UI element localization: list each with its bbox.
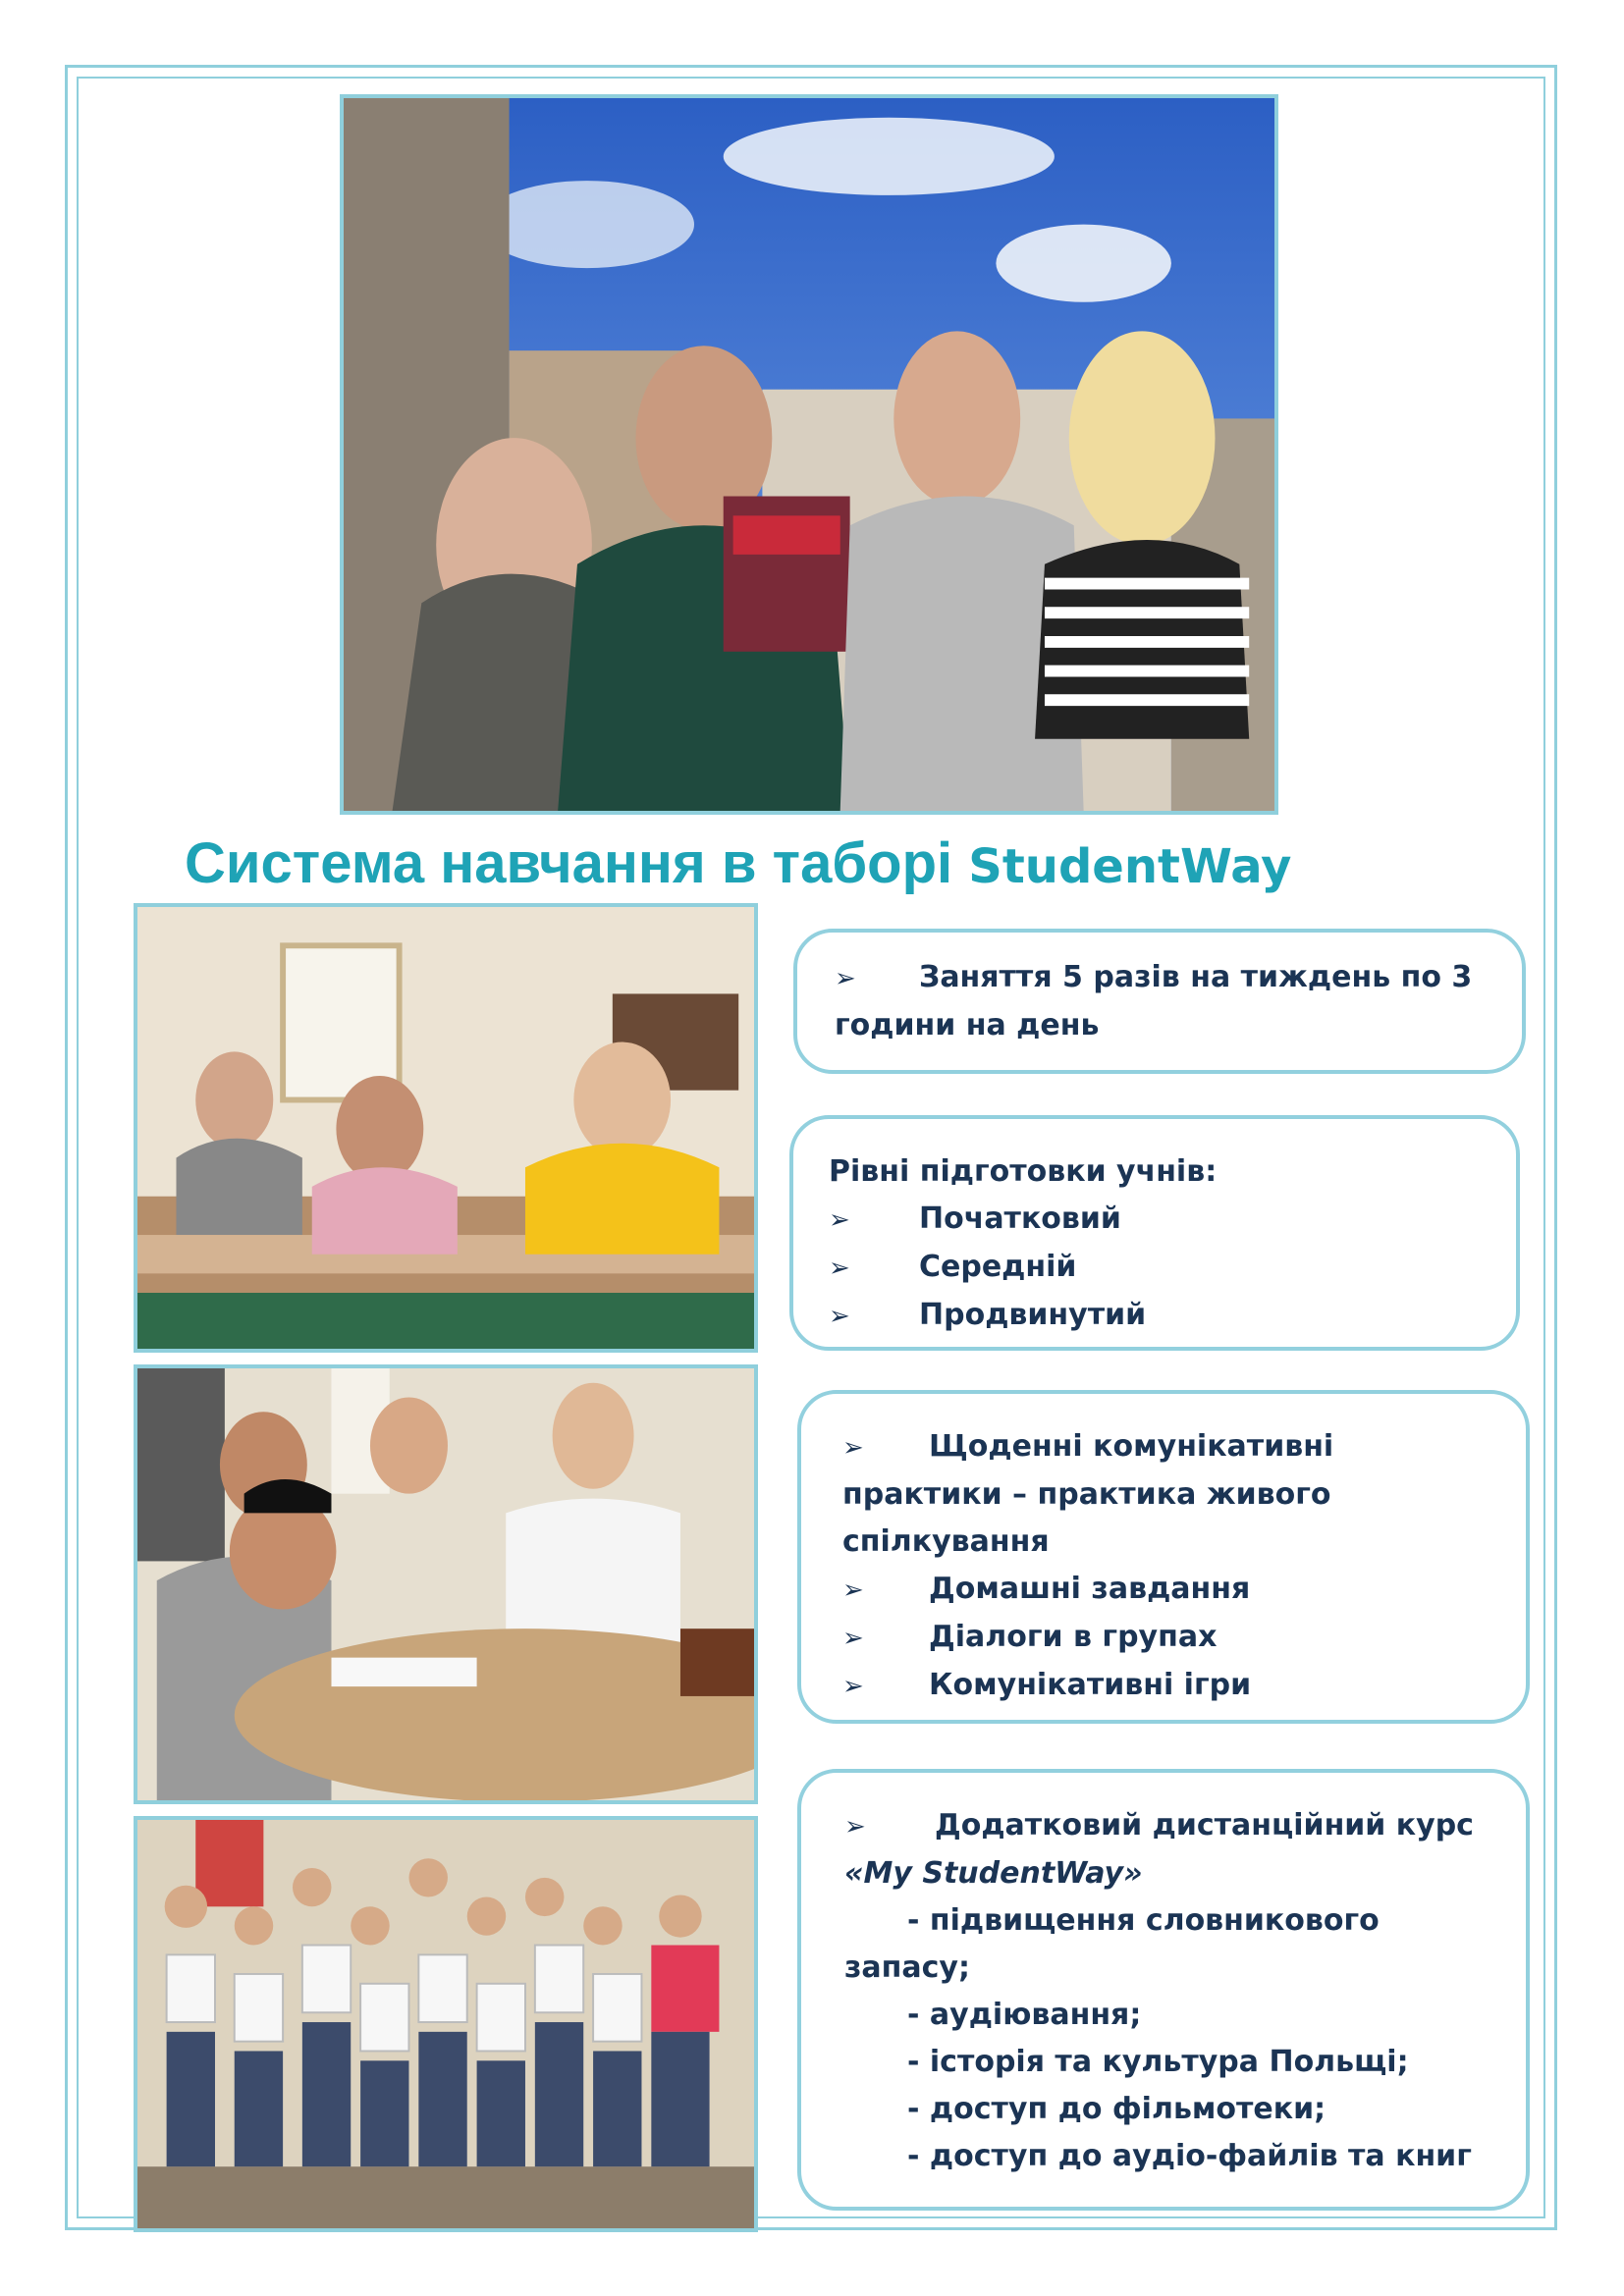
practice-item-2-label: Діалоги в групах <box>929 1620 1218 1654</box>
course-box <box>797 1769 1530 2211</box>
practice-item-3-label: Комунікативні ігри <box>929 1668 1252 1702</box>
schedule-text-1: Заняття 5 разів на тиждень по 3 <box>919 960 1473 994</box>
page-title <box>185 830 1343 899</box>
course-program-name: «My StudentWay» <box>844 1856 1143 1891</box>
top-photo <box>340 94 1278 815</box>
practice-text-2: практики – практика живого <box>842 1477 1331 1512</box>
arrow-bullet-icon: ➢ <box>835 964 856 993</box>
levels-item-3 <box>829 1292 1516 1340</box>
levels-heading: Рівні підготовки учнів: <box>829 1154 1218 1189</box>
arrow-bullet-icon: ➢ <box>842 1624 864 1653</box>
course-item-3: - історія та культура Польщі; <box>907 2045 1409 2079</box>
practice-box <box>797 1390 1530 1724</box>
course-item-1-cont: запасу; <box>844 1950 970 1985</box>
arrow-bullet-icon: ➢ <box>842 1575 864 1605</box>
group-table-photo <box>134 1364 758 1804</box>
levels-item-2 <box>829 1244 1516 1292</box>
arrow-bullet-icon: ➢ <box>842 1433 864 1463</box>
arrow-bullet-icon: ➢ <box>829 1254 850 1283</box>
course-line-1 <box>844 1802 1526 1850</box>
schedule-text-2: години на день <box>835 1008 1100 1042</box>
practice-line-1 <box>842 1423 1526 1471</box>
course-item-4: - доступ до фільмотеки; <box>907 2092 1326 2126</box>
title-main: Система навчання в таборі <box>185 831 969 895</box>
levels-item-1 <box>829 1196 1516 1244</box>
course-item-2: - аудіювання; <box>907 1998 1142 2032</box>
schedule-line-1 <box>835 954 1522 1002</box>
arrow-bullet-icon: ➢ <box>829 1205 850 1235</box>
arrow-bullet-icon: ➢ <box>829 1302 850 1331</box>
certificates-photo <box>134 1816 758 2232</box>
schedule-box <box>793 929 1526 1074</box>
practice-item-3 <box>842 1662 1526 1710</box>
course-item-1: - підвищення словникового <box>907 1903 1380 1938</box>
course-text-1: Додатковий дистанційний курс <box>935 1808 1474 1842</box>
levels-item-2-label: Середній <box>919 1250 1077 1284</box>
levels-box <box>789 1115 1520 1351</box>
arrow-bullet-icon: ➢ <box>844 1812 866 1842</box>
title-brand: StudentWay <box>968 839 1292 894</box>
practice-text-3: спілкування <box>842 1524 1050 1559</box>
levels-item-1-label: Початковий <box>919 1201 1121 1236</box>
practice-item-2 <box>842 1614 1526 1662</box>
arrow-bullet-icon: ➢ <box>842 1672 864 1701</box>
practice-text-1: Щоденні комунікативні <box>929 1429 1334 1464</box>
course-item-5: - доступ до аудіо-файлів та книг <box>907 2139 1472 2173</box>
classroom-photo <box>134 903 758 1353</box>
levels-item-3-label: Продвинутий <box>919 1298 1147 1332</box>
practice-item-1-label: Домашні завдання <box>929 1572 1251 1606</box>
practice-item-1 <box>842 1566 1526 1614</box>
